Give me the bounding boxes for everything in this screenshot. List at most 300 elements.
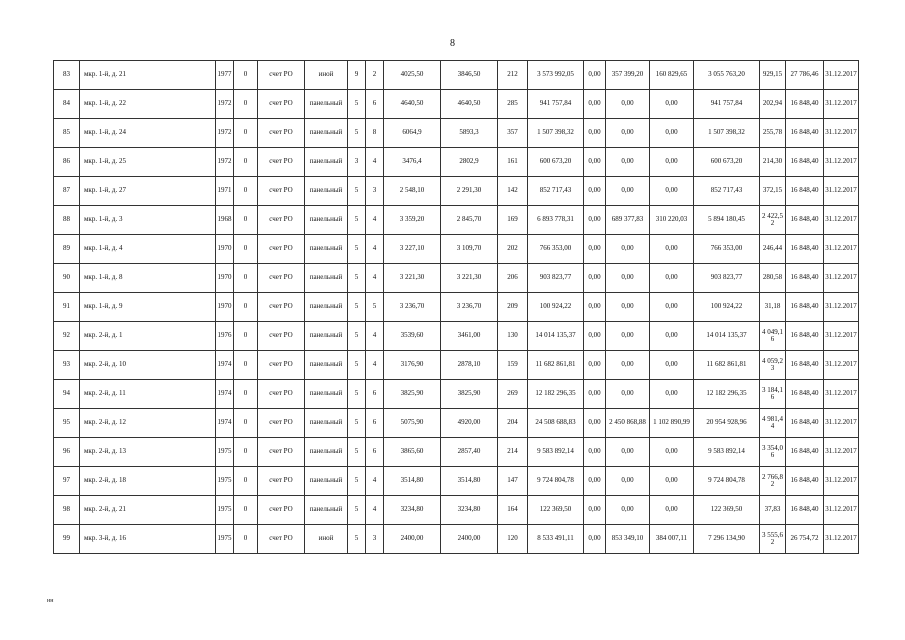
- planned-date-cell: 31.12.2017: [824, 148, 859, 177]
- region-cost-cell: 0,00: [606, 322, 650, 351]
- wall-material-cell: панельный: [305, 177, 348, 206]
- municipal-cost-cell: 1 102 890,99: [650, 409, 694, 438]
- residents-cell: 285: [498, 90, 528, 119]
- year-built-cell: 1974: [216, 351, 234, 380]
- wall-material-cell: панельный: [305, 496, 348, 525]
- row-number-cell: 91: [54, 293, 80, 322]
- address-cell: мкр. 2-й, д. 21: [80, 496, 216, 525]
- total-cost-cell: 14 014 135,37: [528, 322, 584, 351]
- entrances-cell: 4: [366, 264, 384, 293]
- year-commissioned-cell: 0: [234, 438, 258, 467]
- total-area-cell: 3 236,70: [384, 293, 441, 322]
- total-cost-cell: 766 353,00: [528, 235, 584, 264]
- table-row: [54, 264, 859, 293]
- row-number-cell: 89: [54, 235, 80, 264]
- cost-per-sqm-cell: 280,58: [760, 264, 786, 293]
- region-cost-cell: 0,00: [606, 264, 650, 293]
- fund-cost-cell: 0,00: [584, 235, 606, 264]
- residents-cell: 169: [498, 206, 528, 235]
- fund-cost-cell: 0,00: [584, 293, 606, 322]
- region-cost-cell: 0,00: [606, 235, 650, 264]
- total-area-cell: 6064,9: [384, 119, 441, 148]
- row-number-cell: 85: [54, 119, 80, 148]
- total-cost-cell: 6 893 778,31: [528, 206, 584, 235]
- page-number: 8: [450, 38, 455, 49]
- year-built-cell: 1975: [216, 496, 234, 525]
- municipal-cost-cell: 160 829,65: [650, 61, 694, 90]
- residents-cell: 164: [498, 496, 528, 525]
- entrances-cell: 6: [366, 380, 384, 409]
- total-area-cell: 3476,4: [384, 148, 441, 177]
- wall-material-cell: панельный: [305, 119, 348, 148]
- living-area-cell: 2 845,70: [441, 206, 498, 235]
- region-cost-cell: 0,00: [606, 148, 650, 177]
- fund-cost-cell: 0,00: [584, 409, 606, 438]
- wall-material-cell: панельный: [305, 438, 348, 467]
- year-commissioned-cell: 0: [234, 90, 258, 119]
- fund-cost-cell: 0,00: [584, 351, 606, 380]
- residents-cell: 142: [498, 177, 528, 206]
- fund-method-cell: счет РО: [258, 61, 305, 90]
- fund-cost-cell: 0,00: [584, 61, 606, 90]
- residents-cell: 269: [498, 380, 528, 409]
- year-built-cell: 1972: [216, 90, 234, 119]
- year-built-cell: 1974: [216, 380, 234, 409]
- entrances-cell: 4: [366, 467, 384, 496]
- municipal-cost-cell: 0,00: [650, 235, 694, 264]
- fund-method-cell: счет РО: [258, 467, 305, 496]
- residents-cell: 161: [498, 148, 528, 177]
- row-number-cell: 97: [54, 467, 80, 496]
- address-cell: мкр. 2-й, д. 10: [80, 351, 216, 380]
- fund-cost-cell: 0,00: [584, 90, 606, 119]
- total-cost-cell: 24 508 688,83: [528, 409, 584, 438]
- living-area-cell: 4640,50: [441, 90, 498, 119]
- address-cell: мкр. 2-й, д. 12: [80, 409, 216, 438]
- residents-cell: 212: [498, 61, 528, 90]
- fund-method-cell: счет РО: [258, 496, 305, 525]
- limit-per-sqm-cell: 16 848,40: [786, 148, 824, 177]
- floors-cell: 5: [348, 438, 366, 467]
- planned-date-cell: 31.12.2017: [824, 90, 859, 119]
- floors-cell: 5: [348, 322, 366, 351]
- planned-date-cell: 31.12.2017: [824, 380, 859, 409]
- floors-cell: 5: [348, 525, 366, 554]
- cost-per-sqm-cell: 37,83: [760, 496, 786, 525]
- year-commissioned-cell: 0: [234, 525, 258, 554]
- row-number-cell: 92: [54, 322, 80, 351]
- planned-date-cell: 31.12.2017: [824, 293, 859, 322]
- owner-cost-cell: 600 673,20: [694, 148, 760, 177]
- total-cost-cell: 852 717,43: [528, 177, 584, 206]
- year-commissioned-cell: 0: [234, 177, 258, 206]
- address-cell: мкр. 3-й, д. 16: [80, 525, 216, 554]
- cost-per-sqm-cell: 4 981,44: [760, 409, 786, 438]
- limit-per-sqm-cell: 16 848,40: [786, 293, 824, 322]
- row-number-cell: 90: [54, 264, 80, 293]
- residents-cell: 130: [498, 322, 528, 351]
- row-number-cell: 84: [54, 90, 80, 119]
- total-area-cell: 3 221,30: [384, 264, 441, 293]
- entrances-cell: 8: [366, 119, 384, 148]
- planned-date-cell: 31.12.2017: [824, 61, 859, 90]
- fund-method-cell: счет РО: [258, 148, 305, 177]
- total-area-cell: 2 548,10: [384, 177, 441, 206]
- total-area-cell: 3514,80: [384, 467, 441, 496]
- fund-cost-cell: 0,00: [584, 177, 606, 206]
- table-row: [54, 467, 859, 496]
- floors-cell: 5: [348, 206, 366, 235]
- residents-cell: 159: [498, 351, 528, 380]
- table-row: [54, 148, 859, 177]
- total-cost-cell: 12 182 296,35: [528, 380, 584, 409]
- planned-date-cell: 31.12.2017: [824, 206, 859, 235]
- municipal-cost-cell: 0,00: [650, 264, 694, 293]
- living-area-cell: 3514,80: [441, 467, 498, 496]
- floors-cell: 5: [348, 119, 366, 148]
- year-commissioned-cell: 0: [234, 351, 258, 380]
- row-number-cell: 93: [54, 351, 80, 380]
- row-number-cell: 96: [54, 438, 80, 467]
- residents-cell: 120: [498, 525, 528, 554]
- owner-cost-cell: 9 724 804,78: [694, 467, 760, 496]
- cost-per-sqm-cell: 246,44: [760, 235, 786, 264]
- address-cell: мкр. 1-й, д. 4: [80, 235, 216, 264]
- cost-per-sqm-cell: 372,15: [760, 177, 786, 206]
- table-row: [54, 206, 859, 235]
- floors-cell: 5: [348, 177, 366, 206]
- fund-cost-cell: 0,00: [584, 525, 606, 554]
- municipal-cost-cell: 0,00: [650, 322, 694, 351]
- floors-cell: 9: [348, 61, 366, 90]
- region-cost-cell: 0,00: [606, 380, 650, 409]
- year-commissioned-cell: 0: [234, 206, 258, 235]
- floors-cell: 5: [348, 235, 366, 264]
- owner-cost-cell: 9 583 892,14: [694, 438, 760, 467]
- row-number-cell: 88: [54, 206, 80, 235]
- entrances-cell: 6: [366, 438, 384, 467]
- total-cost-cell: 1 507 398,32: [528, 119, 584, 148]
- table-row: [54, 322, 859, 351]
- entrances-cell: 4: [366, 148, 384, 177]
- year-built-cell: 1970: [216, 264, 234, 293]
- municipal-cost-cell: 0,00: [650, 90, 694, 119]
- total-cost-cell: 3 573 992,05: [528, 61, 584, 90]
- municipal-cost-cell: 0,00: [650, 496, 694, 525]
- address-cell: мкр. 2-й, д. 1: [80, 322, 216, 351]
- address-cell: мкр. 2-й, д. 13: [80, 438, 216, 467]
- address-cell: мкр. 1-й, д. 8: [80, 264, 216, 293]
- floors-cell: 5: [348, 351, 366, 380]
- wall-material-cell: панельный: [305, 90, 348, 119]
- cost-per-sqm-cell: 3 555,62: [760, 525, 786, 554]
- table-row: [54, 525, 859, 554]
- total-cost-cell: 122 369,50: [528, 496, 584, 525]
- table-row: [54, 293, 859, 322]
- table-row: [54, 496, 859, 525]
- row-number-cell: 95: [54, 409, 80, 438]
- year-commissioned-cell: 0: [234, 293, 258, 322]
- planned-date-cell: 31.12.2017: [824, 177, 859, 206]
- region-cost-cell: 0,00: [606, 438, 650, 467]
- total-area-cell: 5075,90: [384, 409, 441, 438]
- table-row: [54, 351, 859, 380]
- cost-per-sqm-cell: 929,15: [760, 61, 786, 90]
- year-commissioned-cell: 0: [234, 119, 258, 148]
- address-cell: мкр. 2-й, д. 11: [80, 380, 216, 409]
- owner-cost-cell: 766 353,00: [694, 235, 760, 264]
- address-cell: мкр. 2-й, д. 18: [80, 467, 216, 496]
- row-number-cell: 98: [54, 496, 80, 525]
- total-area-cell: 3865,60: [384, 438, 441, 467]
- address-cell: мкр. 1-й, д. 24: [80, 119, 216, 148]
- limit-per-sqm-cell: 16 848,40: [786, 90, 824, 119]
- residents-cell: 206: [498, 264, 528, 293]
- limit-per-sqm-cell: 16 848,40: [786, 322, 824, 351]
- living-area-cell: 2 291,30: [441, 177, 498, 206]
- region-cost-cell: 0,00: [606, 119, 650, 148]
- living-area-cell: 3 236,70: [441, 293, 498, 322]
- fund-method-cell: счет РО: [258, 351, 305, 380]
- wall-material-cell: иной: [305, 525, 348, 554]
- region-cost-cell: 0,00: [606, 90, 650, 119]
- municipal-cost-cell: 0,00: [650, 467, 694, 496]
- fund-cost-cell: 0,00: [584, 438, 606, 467]
- total-cost-cell: 9 583 892,14: [528, 438, 584, 467]
- planned-date-cell: 31.12.2017: [824, 264, 859, 293]
- living-area-cell: 3 109,70: [441, 235, 498, 264]
- address-cell: мкр. 1-й, д. 27: [80, 177, 216, 206]
- year-built-cell: 1975: [216, 467, 234, 496]
- municipal-cost-cell: 0,00: [650, 148, 694, 177]
- total-area-cell: 3 227,10: [384, 235, 441, 264]
- table-row: [54, 235, 859, 264]
- fund-cost-cell: 0,00: [584, 206, 606, 235]
- floors-cell: 5: [348, 409, 366, 438]
- fund-method-cell: счет РО: [258, 438, 305, 467]
- living-area-cell: 3825,90: [441, 380, 498, 409]
- entrances-cell: 6: [366, 409, 384, 438]
- cost-per-sqm-cell: 202,94: [760, 90, 786, 119]
- fund-method-cell: счет РО: [258, 380, 305, 409]
- limit-per-sqm-cell: 16 848,40: [786, 496, 824, 525]
- limit-per-sqm-cell: 16 848,40: [786, 177, 824, 206]
- fund-method-cell: счет РО: [258, 119, 305, 148]
- entrances-cell: 2: [366, 61, 384, 90]
- floors-cell: 5: [348, 380, 366, 409]
- table-row: [54, 380, 859, 409]
- total-area-cell: 4640,50: [384, 90, 441, 119]
- total-cost-cell: 9 724 804,78: [528, 467, 584, 496]
- region-cost-cell: 357 399,20: [606, 61, 650, 90]
- wall-material-cell: панельный: [305, 206, 348, 235]
- entrances-cell: 5: [366, 293, 384, 322]
- entrances-cell: 3: [366, 525, 384, 554]
- wall-material-cell: панельный: [305, 380, 348, 409]
- owner-cost-cell: 122 369,50: [694, 496, 760, 525]
- total-area-cell: 3176,90: [384, 351, 441, 380]
- planned-date-cell: 31.12.2017: [824, 467, 859, 496]
- wall-material-cell: панельный: [305, 235, 348, 264]
- region-cost-cell: 2 450 868,88: [606, 409, 650, 438]
- municipal-cost-cell: 0,00: [650, 380, 694, 409]
- total-area-cell: 2400,00: [384, 525, 441, 554]
- region-cost-cell: 689 377,83: [606, 206, 650, 235]
- region-cost-cell: 0,00: [606, 351, 650, 380]
- limit-per-sqm-cell: 16 848,40: [786, 264, 824, 293]
- year-commissioned-cell: 0: [234, 409, 258, 438]
- limit-per-sqm-cell: 16 848,40: [786, 467, 824, 496]
- year-commissioned-cell: 0: [234, 235, 258, 264]
- total-cost-cell: 8 533 491,11: [528, 525, 584, 554]
- limit-per-sqm-cell: 26 754,72: [786, 525, 824, 554]
- limit-per-sqm-cell: 16 848,40: [786, 380, 824, 409]
- municipal-cost-cell: 0,00: [650, 351, 694, 380]
- table-row: [54, 177, 859, 206]
- year-built-cell: 1975: [216, 525, 234, 554]
- entrances-cell: 4: [366, 235, 384, 264]
- living-area-cell: 5893,3: [441, 119, 498, 148]
- year-commissioned-cell: 0: [234, 61, 258, 90]
- entrances-cell: 3: [366, 177, 384, 206]
- cost-per-sqm-cell: 214,30: [760, 148, 786, 177]
- total-cost-cell: 941 757,84: [528, 90, 584, 119]
- wall-material-cell: панельный: [305, 409, 348, 438]
- owner-cost-cell: 11 682 861,81: [694, 351, 760, 380]
- fund-method-cell: счет РО: [258, 322, 305, 351]
- total-area-cell: 3539,60: [384, 322, 441, 351]
- municipal-cost-cell: 0,00: [650, 293, 694, 322]
- living-area-cell: 2878,10: [441, 351, 498, 380]
- fund-method-cell: счет РО: [258, 264, 305, 293]
- wall-material-cell: панельный: [305, 264, 348, 293]
- region-cost-cell: 0,00: [606, 496, 650, 525]
- residents-cell: 209: [498, 293, 528, 322]
- wall-material-cell: панельный: [305, 322, 348, 351]
- cost-per-sqm-cell: 255,78: [760, 119, 786, 148]
- year-commissioned-cell: 0: [234, 380, 258, 409]
- row-number-cell: 94: [54, 380, 80, 409]
- wall-material-cell: панельный: [305, 467, 348, 496]
- total-cost-cell: 100 924,22: [528, 293, 584, 322]
- year-built-cell: 1975: [216, 438, 234, 467]
- living-area-cell: 3461,00: [441, 322, 498, 351]
- year-built-cell: 1971: [216, 177, 234, 206]
- wall-material-cell: панельный: [305, 148, 348, 177]
- year-built-cell: 1976: [216, 322, 234, 351]
- planned-date-cell: 31.12.2017: [824, 235, 859, 264]
- entrances-cell: 4: [366, 351, 384, 380]
- owner-cost-cell: 20 954 928,96: [694, 409, 760, 438]
- total-cost-cell: 903 823,77: [528, 264, 584, 293]
- living-area-cell: 3234,80: [441, 496, 498, 525]
- fund-method-cell: счет РО: [258, 235, 305, 264]
- wall-material-cell: иной: [305, 61, 348, 90]
- owner-cost-cell: 941 757,84: [694, 90, 760, 119]
- total-area-cell: 3825,90: [384, 380, 441, 409]
- owner-cost-cell: 12 182 296,35: [694, 380, 760, 409]
- address-cell: мкр. 1-й, д. 22: [80, 90, 216, 119]
- residents-cell: 357: [498, 119, 528, 148]
- living-area-cell: 2802,9: [441, 148, 498, 177]
- municipal-cost-cell: 384 007,11: [650, 525, 694, 554]
- planned-date-cell: 31.12.2017: [824, 351, 859, 380]
- municipal-cost-cell: 0,00: [650, 177, 694, 206]
- entrances-cell: 4: [366, 496, 384, 525]
- wall-material-cell: панельный: [305, 293, 348, 322]
- total-area-cell: 3234,80: [384, 496, 441, 525]
- municipal-cost-cell: 310 220,03: [650, 206, 694, 235]
- planned-date-cell: 31.12.2017: [824, 322, 859, 351]
- fund-method-cell: счет РО: [258, 177, 305, 206]
- address-cell: мкр. 1-й, д. 21: [80, 61, 216, 90]
- year-built-cell: 1977: [216, 61, 234, 90]
- table-row: [54, 119, 859, 148]
- floors-cell: 5: [348, 496, 366, 525]
- limit-per-sqm-cell: 27 786,46: [786, 61, 824, 90]
- floors-cell: 5: [348, 467, 366, 496]
- fund-cost-cell: 0,00: [584, 380, 606, 409]
- fund-cost-cell: 0,00: [584, 467, 606, 496]
- table-row: [54, 90, 859, 119]
- address-cell: мкр. 1-й, д. 3: [80, 206, 216, 235]
- fund-cost-cell: 0,00: [584, 148, 606, 177]
- year-built-cell: 1972: [216, 148, 234, 177]
- fund-cost-cell: 0,00: [584, 496, 606, 525]
- year-commissioned-cell: 0: [234, 264, 258, 293]
- region-cost-cell: 0,00: [606, 467, 650, 496]
- entrances-cell: 4: [366, 206, 384, 235]
- cost-per-sqm-cell: 2 422,52: [760, 206, 786, 235]
- floors-cell: 5: [348, 293, 366, 322]
- year-built-cell: 1974: [216, 409, 234, 438]
- row-number-cell: 86: [54, 148, 80, 177]
- year-built-cell: 1968: [216, 206, 234, 235]
- planned-date-cell: 31.12.2017: [824, 438, 859, 467]
- fund-method-cell: счет РО: [258, 293, 305, 322]
- planned-date-cell: 31.12.2017: [824, 409, 859, 438]
- fund-cost-cell: 0,00: [584, 264, 606, 293]
- region-cost-cell: 0,00: [606, 293, 650, 322]
- owner-cost-cell: 7 296 134,90: [694, 525, 760, 554]
- housing-table: [53, 60, 859, 554]
- living-area-cell: 3 221,30: [441, 264, 498, 293]
- region-cost-cell: 0,00: [606, 177, 650, 206]
- total-area-cell: 4025,50: [384, 61, 441, 90]
- residents-cell: 214: [498, 438, 528, 467]
- table-row: [54, 438, 859, 467]
- year-commissioned-cell: 0: [234, 148, 258, 177]
- limit-per-sqm-cell: 16 848,40: [786, 409, 824, 438]
- limit-per-sqm-cell: 16 848,40: [786, 351, 824, 380]
- living-area-cell: 2857,40: [441, 438, 498, 467]
- living-area-cell: 4920,00: [441, 409, 498, 438]
- year-built-cell: 1972: [216, 119, 234, 148]
- row-number-cell: 87: [54, 177, 80, 206]
- region-cost-cell: 853 349,10: [606, 525, 650, 554]
- limit-per-sqm-cell: 16 848,40: [786, 438, 824, 467]
- residents-cell: 202: [498, 235, 528, 264]
- owner-cost-cell: 100 924,22: [694, 293, 760, 322]
- table-row: [54, 61, 859, 90]
- footer-text: нн: [47, 598, 54, 604]
- fund-method-cell: счет РО: [258, 90, 305, 119]
- year-commissioned-cell: 0: [234, 496, 258, 525]
- limit-per-sqm-cell: 16 848,40: [786, 119, 824, 148]
- year-commissioned-cell: 0: [234, 467, 258, 496]
- living-area-cell: 2400,00: [441, 525, 498, 554]
- entrances-cell: 4: [366, 322, 384, 351]
